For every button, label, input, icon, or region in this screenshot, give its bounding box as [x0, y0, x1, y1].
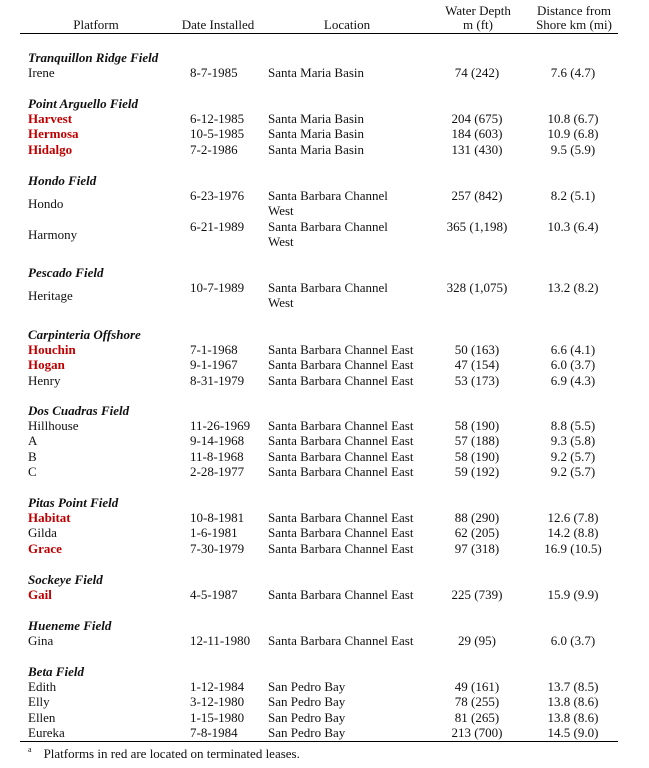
water-depth: 57 (188): [454, 433, 500, 449]
date-installed: 2-28-1977: [190, 463, 245, 479]
table-row: [20, 280, 618, 311]
distance-from-shore: 6.9 (4.3): [550, 372, 596, 388]
field-name: Carpinteria Offshore: [28, 327, 141, 342]
table-row: [20, 126, 618, 141]
water-depth: 97 (318): [454, 540, 500, 556]
platform-name: Elly: [28, 694, 50, 710]
field-group: [20, 173, 618, 250]
header-water-depth-line2: m (ft): [463, 17, 493, 32]
field-name: Pitas Point Field: [28, 495, 119, 510]
distance-from-shore: 9.2 (5.7): [550, 463, 596, 479]
table-header: [20, 0, 618, 34]
location: Santa Barbara Channel East: [268, 372, 414, 388]
location: Santa Barbara Channel West: [268, 188, 388, 219]
table-row: [20, 449, 618, 464]
platform-name: Harmony: [28, 227, 78, 242]
field-group: [20, 265, 618, 311]
footnote: [28, 746, 300, 762]
distance-from-shore: 13.8 (8.6): [547, 709, 599, 725]
distance-from-shore: 7.6 (4.7): [550, 65, 596, 80]
date-installed: 8-7-1985: [190, 65, 238, 80]
field-name: Tranquillon Ridge Field: [28, 50, 159, 65]
table-bottom-rule: [20, 741, 618, 742]
location: Santa Maria Basin: [268, 65, 365, 80]
field-group: [20, 96, 618, 157]
platform-name: Eureka: [28, 724, 65, 740]
platform-name: Heritage: [28, 288, 73, 303]
table-row: [20, 357, 618, 372]
field-group: [20, 327, 618, 388]
header-location: Location: [323, 17, 371, 32]
water-depth: 74 (242): [454, 65, 500, 80]
water-depth: 58 (190): [454, 418, 500, 433]
table-row: [20, 541, 618, 556]
water-depth: 59 (192): [454, 463, 500, 479]
header-distance-line2: Shore km (mi): [536, 17, 612, 32]
table-row: [20, 433, 618, 448]
field-name: Beta Field: [28, 664, 84, 679]
water-depth: 365 (1,198): [446, 219, 508, 234]
platform-name: Hillhouse: [28, 418, 79, 433]
date-installed: 4-5-1987: [190, 587, 238, 602]
header-distance: [530, 4, 618, 32]
table-row: [20, 188, 618, 219]
distance-from-shore: 14.2 (8.8): [547, 525, 599, 541]
table-row: [20, 510, 618, 525]
distance-from-shore: 15.9 (9.9): [547, 587, 599, 602]
platform-name: Gilda: [28, 525, 57, 541]
location: San Pedro Bay: [268, 679, 346, 694]
date-installed: 6-21-1989: [190, 219, 245, 234]
location: Santa Barbara Channel East: [268, 633, 414, 648]
date-installed: 1-15-1980: [190, 709, 245, 725]
date-installed: 7-1-1968: [190, 342, 238, 357]
location: Santa Barbara Channel East: [268, 510, 414, 525]
date-installed: 7-8-1984: [190, 724, 238, 740]
location: Santa Barbara Channel East: [268, 342, 414, 357]
water-depth: 213 (700): [451, 724, 503, 740]
distance-from-shore: 9.5 (5.9): [550, 141, 596, 157]
field-group: [20, 572, 618, 602]
platform-name: C: [28, 463, 37, 479]
date-installed: 10-7-1989: [190, 280, 245, 295]
location: Santa Maria Basin: [268, 111, 365, 126]
distance-from-shore: 10.8 (6.7): [547, 111, 599, 126]
location: San Pedro Bay: [268, 709, 346, 725]
distance-from-shore: 16.9 (10.5): [544, 540, 602, 556]
water-depth: 81 (265): [454, 709, 500, 725]
date-installed: 11-26-1969: [190, 418, 251, 433]
location: Santa Barbara Channel East: [268, 587, 414, 602]
table-row: [20, 111, 618, 126]
date-installed: 12-11-1980: [190, 633, 251, 648]
date-installed: 10-5-1985: [190, 126, 245, 142]
table-row: [20, 710, 618, 725]
table-row: [20, 219, 618, 250]
distance-from-shore: 8.8 (5.5): [550, 418, 596, 433]
distance-from-shore: 12.6 (7.8): [547, 510, 599, 525]
water-depth: 50 (163): [454, 342, 500, 357]
water-depth: 49 (161): [454, 679, 500, 694]
header-water-depth-line1: Water Depth: [445, 3, 511, 18]
platform-name: Hondo: [28, 196, 64, 211]
table-row: [20, 633, 618, 648]
location: Santa Barbara Channel East: [268, 525, 414, 541]
date-installed: 10-8-1981: [190, 510, 245, 525]
date-installed: 6-12-1985: [190, 111, 245, 126]
field-group: [20, 664, 618, 740]
water-depth: 225 (739): [451, 587, 503, 602]
date-installed: 7-2-1986: [190, 141, 238, 157]
distance-from-shore: 10.3 (6.4): [547, 219, 599, 234]
distance-from-shore: 9.3 (5.8): [550, 433, 596, 449]
table-row: [20, 525, 618, 540]
distance-from-shore: 6.0 (3.7): [550, 357, 596, 373]
header-water-depth: [438, 4, 518, 32]
field-name: Point Arguello Field: [28, 96, 139, 111]
distance-from-shore: 6.0 (3.7): [550, 633, 596, 648]
field-group: [20, 50, 618, 80]
distance-from-shore: 13.8 (8.6): [547, 694, 599, 710]
water-depth: 29 (95): [458, 633, 496, 648]
table-row: [20, 142, 618, 157]
platform-name: Hogan: [28, 357, 65, 373]
field-name: Dos Cuadras Field: [28, 403, 130, 418]
platform-name: Gina: [28, 633, 54, 648]
date-installed: 9-1-1967: [190, 357, 238, 373]
platform-name: Habitat: [28, 510, 71, 525]
field-name: Hondo Field: [28, 173, 97, 188]
date-installed: 11-8-1968: [190, 448, 244, 464]
location: Santa Barbara Channel West: [268, 219, 388, 250]
table-row: [20, 418, 618, 433]
distance-from-shore: 6.6 (4.1): [550, 342, 596, 357]
table-row: [20, 373, 618, 388]
table-row: [20, 694, 618, 709]
table-row: [20, 464, 618, 479]
date-installed: 6-23-1976: [190, 188, 245, 203]
date-installed: 1-6-1981: [190, 525, 238, 541]
footnote-text: Platforms in red are located on terminated leases.: [43, 746, 300, 761]
table-row: [20, 725, 618, 740]
field-group: [20, 618, 618, 648]
location: San Pedro Bay: [268, 694, 346, 710]
platform-table: [20, 0, 618, 740]
location: Santa Barbara Channel East: [268, 418, 414, 433]
location: Santa Barbara Channel East: [268, 433, 414, 449]
date-installed: 7-30-1979: [190, 540, 245, 556]
table-row: [20, 587, 618, 602]
header-date-installed: Date Installed: [181, 17, 255, 32]
location: Santa Barbara Channel East: [268, 540, 414, 556]
date-installed: 8-31-1979: [190, 372, 245, 388]
distance-from-shore: 9.2 (5.7): [550, 448, 596, 464]
field-group: [20, 403, 618, 479]
field-name: Hueneme Field: [28, 618, 112, 633]
water-depth: 184 (603): [451, 126, 503, 142]
platform-name: Hermosa: [28, 126, 79, 142]
platform-name: Houchin: [28, 342, 76, 357]
distance-from-shore: 13.2 (8.2): [547, 280, 599, 295]
water-depth: 328 (1,075): [446, 280, 508, 295]
header-distance-line1: Distance from: [536, 3, 611, 18]
water-depth: 47 (154): [454, 357, 500, 373]
platform-name: Harvest: [28, 111, 73, 126]
field-group: [20, 495, 618, 556]
location: Santa Barbara Channel East: [268, 448, 414, 464]
platform-name: Gail: [28, 587, 52, 602]
platform-name: Hidalgo: [28, 141, 73, 157]
location: Santa Barbara Channel East: [268, 357, 414, 373]
water-depth: 204 (675): [451, 111, 503, 126]
platform-name: Grace: [28, 540, 62, 556]
date-installed: 3-12-1980: [190, 694, 245, 710]
water-depth: 53 (173): [454, 372, 500, 388]
date-installed: 9-14-1968: [190, 433, 245, 449]
location: Santa Maria Basin: [268, 126, 365, 142]
field-name: Pescado Field: [28, 265, 104, 280]
water-depth: 78 (255): [454, 694, 500, 710]
distance-from-shore: 8.2 (5.1): [550, 188, 596, 203]
location: Santa Barbara Channel West: [268, 280, 388, 311]
water-depth: 62 (205): [454, 525, 500, 541]
platform-name: Edith: [28, 679, 57, 694]
water-depth: 131 (430): [451, 141, 503, 157]
water-depth: 257 (842): [451, 188, 503, 203]
footnote-marker: a: [28, 745, 32, 754]
platform-name: Irene: [28, 65, 55, 80]
distance-from-shore: 10.9 (6.8): [547, 126, 599, 142]
field-name: Sockeye Field: [28, 572, 103, 587]
distance-from-shore: 13.7 (8.5): [547, 679, 599, 694]
platform-name: B: [28, 448, 37, 464]
location: Santa Barbara Channel East: [268, 463, 414, 479]
platform-name: Ellen: [28, 709, 56, 725]
table-row: [20, 342, 618, 357]
table-row: [20, 65, 618, 80]
distance-from-shore: 14.5 (9.0): [547, 724, 599, 740]
header-platform: Platform: [73, 17, 119, 32]
location: Santa Maria Basin: [268, 141, 365, 157]
location: San Pedro Bay: [268, 724, 346, 740]
date-installed: 1-12-1984: [190, 679, 245, 694]
platform-name: Henry: [28, 372, 61, 388]
platform-name: A: [28, 433, 38, 449]
water-depth: 88 (290): [454, 510, 500, 525]
table-row: [20, 679, 618, 694]
water-depth: 58 (190): [454, 448, 500, 464]
